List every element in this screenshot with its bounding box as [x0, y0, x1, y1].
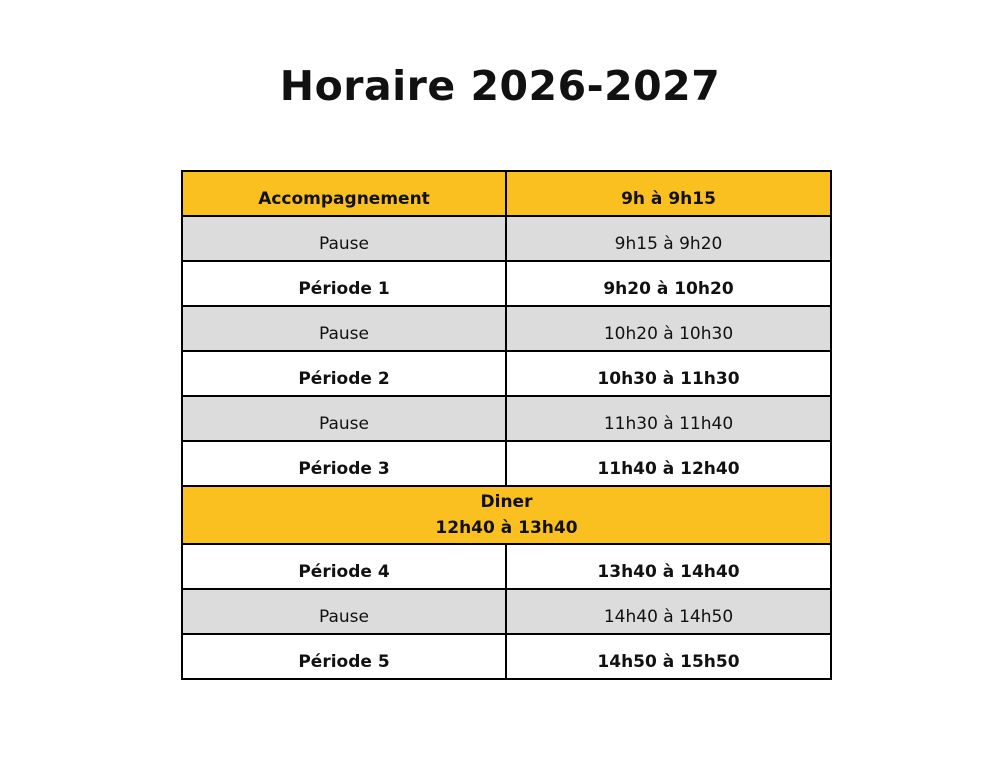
time-cell — [506, 261, 831, 306]
activity-label: Accompagnement — [258, 188, 430, 209]
activity-cell — [182, 634, 506, 679]
activity-label: Période 4 — [298, 561, 390, 582]
schedule-table — [181, 170, 832, 680]
time-cell — [506, 306, 831, 351]
activity-cell — [182, 216, 506, 261]
activity-cell — [182, 441, 506, 486]
activity-cell — [182, 396, 506, 441]
activity-cell — [182, 306, 506, 351]
time-label: 10h20 à 10h30 — [603, 323, 734, 344]
activity-label: Pause — [319, 606, 369, 627]
table-row — [182, 396, 831, 441]
time-cell — [506, 589, 831, 634]
activity-label: Pause — [319, 413, 369, 434]
time-cell — [506, 351, 831, 396]
page-title: Horaire 2026-2027 — [279, 62, 721, 110]
time-label: 11h30 à 11h40 — [603, 413, 734, 434]
activity-label: Pause — [319, 233, 369, 254]
time-label: 9h15 à 9h20 — [614, 233, 723, 254]
time-label: 11h40 à 12h40 — [597, 458, 740, 479]
activity-label: Période 1 — [298, 278, 390, 299]
table-row — [182, 634, 831, 679]
time-label: 13h40 à 14h40 — [597, 561, 740, 582]
table-row — [182, 216, 831, 261]
table-row-accompagnement — [182, 171, 831, 216]
activity-label: Période 5 — [298, 651, 390, 672]
activity-cell — [182, 261, 506, 306]
time-cell — [506, 634, 831, 679]
table-row — [182, 351, 831, 396]
table-row — [182, 589, 831, 634]
time-label: 9h20 à 10h20 — [603, 278, 734, 299]
time-cell — [506, 396, 831, 441]
time-cell — [506, 544, 831, 589]
time-label: 14h40 à 14h50 — [603, 606, 734, 627]
lunch-time: 12h40 à 13h40 — [435, 518, 578, 538]
lunch-label: Diner — [480, 492, 533, 512]
table-row — [182, 544, 831, 589]
time-label: 10h30 à 11h30 — [597, 368, 740, 389]
table-row — [182, 441, 831, 486]
activity-cell — [182, 544, 506, 589]
activity-cell — [182, 171, 506, 216]
table-row-lunch — [182, 486, 831, 544]
time-cell — [506, 441, 831, 486]
time-label: 14h50 à 15h50 — [597, 651, 740, 672]
time-label: 9h à 9h15 — [621, 188, 716, 209]
time-cell — [506, 216, 831, 261]
activity-label: Pause — [319, 323, 369, 344]
activity-cell — [182, 351, 506, 396]
activity-label: Période 3 — [298, 458, 390, 479]
activity-label: Période 2 — [298, 368, 390, 389]
lunch-cell — [182, 486, 831, 544]
table-row — [182, 261, 831, 306]
activity-cell — [182, 589, 506, 634]
time-cell — [506, 171, 831, 216]
table-row — [182, 306, 831, 351]
